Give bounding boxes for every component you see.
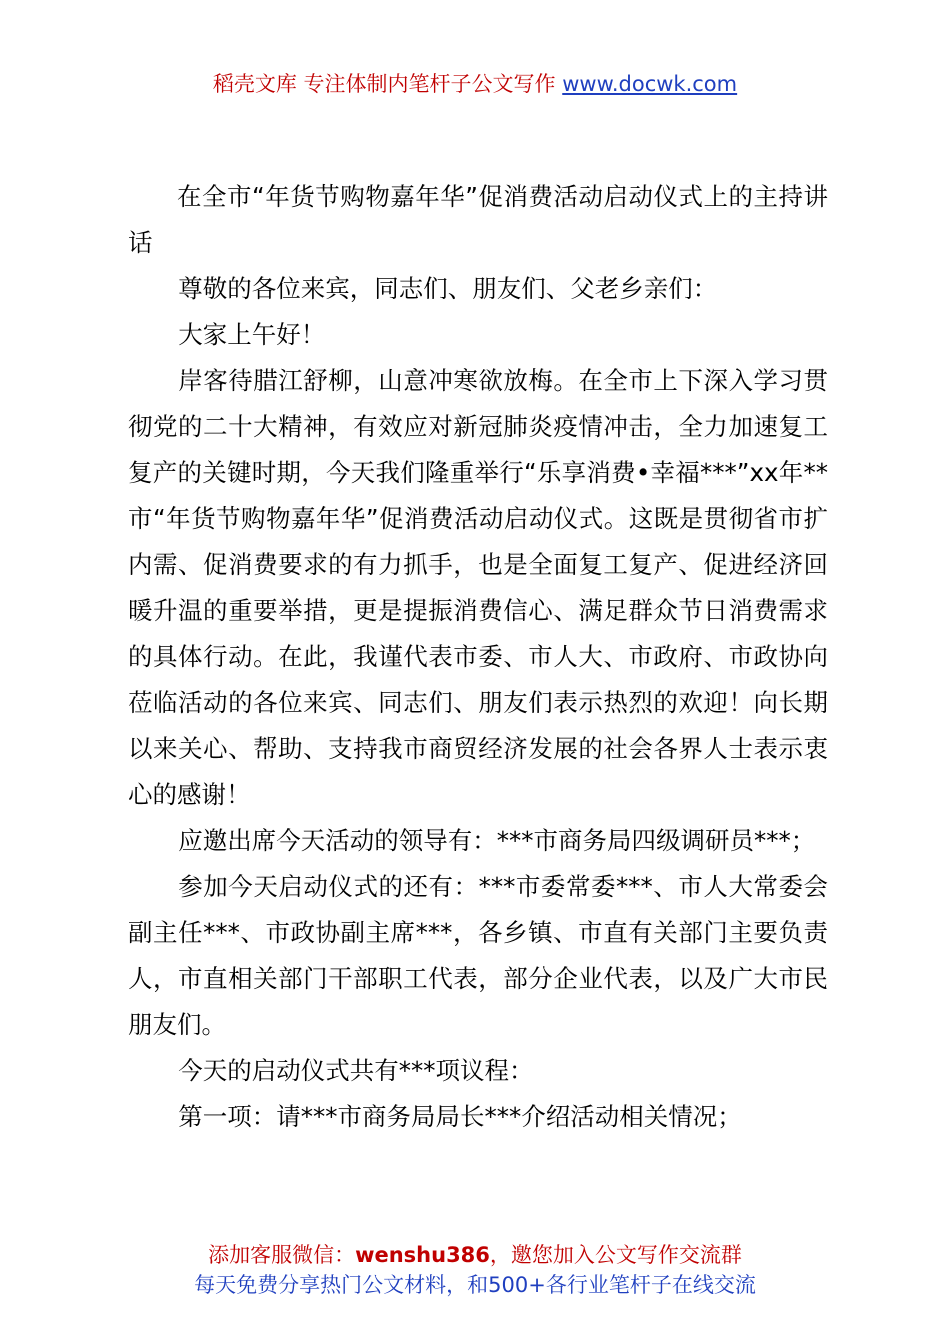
page-header [0,70,950,98]
footer-wechat-line [0,1240,950,1270]
footer-wechat-id: wenshu386 [355,1243,490,1267]
footer-wechat-prefix: 添加客服微信： [208,1243,356,1267]
paragraph-agenda-item-1: 第一项：请***市商务局局长***介绍活动相关情况； [178,1102,742,1131]
footer-share-line: 每天免费分享热门公文材料，和500+各行业笔杆子在线交流 [194,1273,756,1297]
paragraph-opening: 岸客待腊江舒柳，山意冲寒欲放梅。在全市上下深入学习贯彻党的二十大精神，有效应对新冠肺炎疫情冲击，全力加速复工复产的关键时期，今天我们隆重举行“乐享消费•幸福***”xx年**市“年货节购物嘉年华”促消费活动启动仪式。这既是贯彻省市扩内需、促消费要求的有力抓手，也是全面复工复产、促进经济回暖升温的重要举措，更是提振消费信心、满足群众节日消费需求的具体行动。在此，我谨代表市委、市人大、市政府、市政协向莅临活动的各位来宾、同志们、朋友们表示热烈的欢迎！向长期以来关心、帮助、支持我市商贸经济发展的社会各界人士表示衷心的感谢！ [128,366,828,809]
paragraph-agenda-intro: 今天的启动仪式共有***项议程： [178,1056,534,1085]
document-title: 在全市“年货节购物嘉年华”促消费活动启动仪式上的主持讲话 [128,182,828,257]
page-footer [0,1240,950,1300]
header-brand-text: 稻壳文库 专注体制内笔杆子公文写作 [212,72,556,96]
paragraph-greeting: 大家上午好！ [178,320,326,349]
header-website-link[interactable]: www.docwk.com [562,72,738,96]
paragraph-invited-leaders: 应邀出席今天活动的领导有：***市商务局四级调研员***； [178,826,816,855]
footer-wechat-suffix: ，邀您加入公文写作交流群 [489,1243,742,1267]
paragraph-attendees: 参加今天启动仪式的还有：***市委常委***、市人大常委会副主任***、市政协副主席***，各乡镇、市直有关部门主要负责人，市直相关部门干部职工代表，部分企业代表，以及广大市民朋友们。 [128,872,828,1039]
paragraph-salutation: 尊敬的各位来宾，同志们、朋友们、父老乡亲们： [178,274,718,303]
document-body [128,174,828,1140]
